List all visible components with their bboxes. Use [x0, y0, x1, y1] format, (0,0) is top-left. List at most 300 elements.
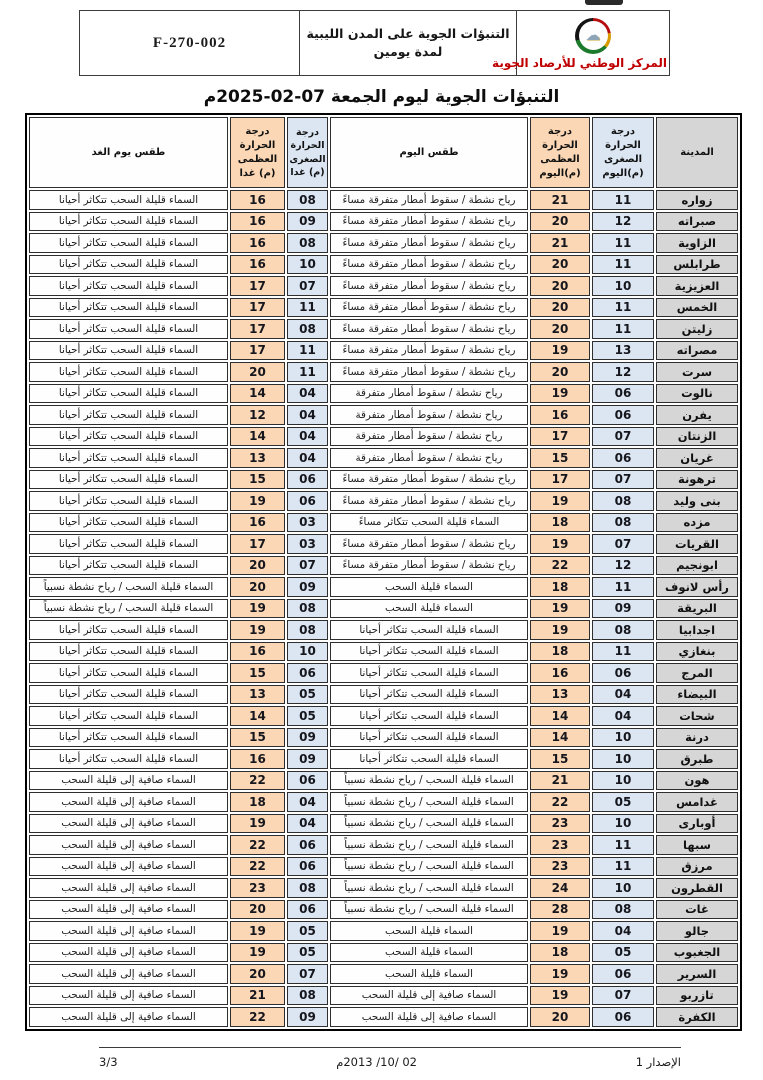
cell-min-today: 11	[592, 857, 654, 877]
cell-min-tomorrow: 05	[287, 685, 328, 705]
cell-min-today: 07	[592, 470, 654, 490]
cell-city: البريقة	[656, 599, 738, 619]
cell-weather-tomorrow: السماء قليلة السحب تتكاثر أحيانا	[29, 642, 228, 662]
form-header	[79, 10, 670, 76]
cell-weather-today: رياح نشطة / سقوط أمطار متفرقة مساءً	[330, 534, 528, 554]
cell-weather-tomorrow: السماء صافية إلى قليلة السحب	[29, 814, 228, 834]
table-row	[29, 534, 738, 554]
cell-min-tomorrow: 10	[287, 642, 328, 662]
cell-max-today: 22	[530, 792, 590, 812]
table-row	[29, 319, 738, 339]
cell-weather-tomorrow: السماء قليلة السحب / رياح نشطة نسبياً	[29, 599, 228, 619]
cell-weather-today: السماء قليلة السحب تتكاثر أحيانا	[330, 620, 528, 640]
cell-city: هون	[656, 771, 738, 791]
cell-weather-today: رياح نشطة / سقوط أمطار متفرقة مساءً	[330, 491, 528, 511]
cell-city: زواره	[656, 190, 738, 210]
header-min-tomorrow: درجة الحرارة الصغرى (م) غدا	[287, 117, 328, 188]
cell-max-today: 17	[530, 470, 590, 490]
table-row	[29, 792, 738, 812]
cell-min-today: 10	[592, 749, 654, 769]
cell-max-tomorrow: 21	[230, 986, 285, 1006]
cell-max-tomorrow: 13	[230, 448, 285, 468]
cell-max-tomorrow: 15	[230, 663, 285, 683]
table-row	[29, 943, 738, 963]
cell-min-tomorrow: 06	[287, 771, 328, 791]
cell-city: اجدابيا	[656, 620, 738, 640]
cell-weather-today: رياح نشطة / سقوط أمطار متفرقة	[330, 427, 528, 447]
cell-max-tomorrow: 16	[230, 749, 285, 769]
cell-weather-tomorrow: السماء قليلة السحب تتكاثر أحيانا	[29, 362, 228, 382]
table-row	[29, 685, 738, 705]
cell-weather-tomorrow: السماء صافية إلى قليلة السحب	[29, 964, 228, 984]
cell-max-today: 20	[530, 362, 590, 382]
cell-max-tomorrow: 18	[230, 792, 285, 812]
cell-max-today: 14	[530, 728, 590, 748]
cell-weather-tomorrow: السماء قليلة السحب تتكاثر أحيانا	[29, 620, 228, 640]
cell-min-tomorrow: 11	[287, 341, 328, 361]
cell-city: تازربو	[656, 986, 738, 1006]
cell-min-today: 06	[592, 964, 654, 984]
cell-min-tomorrow: 08	[287, 190, 328, 210]
forecast-table	[25, 113, 742, 1031]
cell-city: بنغازي	[656, 642, 738, 662]
table-row	[29, 814, 738, 834]
cell-weather-today: السماء قليلة السحب	[330, 964, 528, 984]
cell-min-today: 06	[592, 384, 654, 404]
cell-weather-today: رياح نشطة / سقوط أمطار متفرقة مساءً	[330, 255, 528, 275]
cell-min-today: 04	[592, 706, 654, 726]
cell-max-today: 19	[530, 964, 590, 984]
cell-city: الجغبوب	[656, 943, 738, 963]
cell-min-tomorrow: 09	[287, 212, 328, 232]
cell-max-today: 21	[530, 190, 590, 210]
cell-weather-tomorrow: السماء قليلة السحب تتكاثر أحيانا	[29, 534, 228, 554]
cell-max-tomorrow: 15	[230, 728, 285, 748]
cell-max-today: 23	[530, 857, 590, 877]
cell-weather-today: السماء قليلة السحب / رياح نشطة نسبياً	[330, 835, 528, 855]
cell-min-today: 06	[592, 448, 654, 468]
cell-weather-today: السماء قليلة السحب	[330, 921, 528, 941]
table-row	[29, 663, 738, 683]
cell-min-tomorrow: 06	[287, 491, 328, 511]
cell-max-today: 20	[530, 276, 590, 296]
cell-min-tomorrow: 08	[287, 878, 328, 898]
cell-max-today: 24	[530, 878, 590, 898]
cell-min-tomorrow: 08	[287, 620, 328, 640]
cell-weather-tomorrow: السماء قليلة السحب تتكاثر أحيانا	[29, 513, 228, 533]
header-max-tomorrow: درجة الحرارة العظمى (م) غدا	[230, 117, 285, 188]
cell-city: درنة	[656, 728, 738, 748]
cell-max-today: 14	[530, 706, 590, 726]
cell-max-tomorrow: 16	[230, 642, 285, 662]
cell-min-today: 11	[592, 190, 654, 210]
cell-weather-today: السماء قليلة السحب تتكاثر أحيانا	[330, 642, 528, 662]
cell-weather-tomorrow: السماء صافية إلى قليلة السحب	[29, 921, 228, 941]
header-weather-today: طقس اليوم	[330, 117, 528, 188]
cell-weather-today: السماء صافية إلى قليلة السحب	[330, 986, 528, 1006]
cell-min-tomorrow: 04	[287, 814, 328, 834]
cell-min-tomorrow: 08	[287, 599, 328, 619]
cell-min-tomorrow: 07	[287, 276, 328, 296]
cell-min-tomorrow: 08	[287, 233, 328, 253]
cell-weather-tomorrow: السماء قليلة السحب تتكاثر أحيانا	[29, 212, 228, 232]
cell-max-today: 20	[530, 298, 590, 318]
cell-weather-today: رياح نشطة / سقوط أمطار متفرقة	[330, 384, 528, 404]
cell-min-today: 13	[592, 341, 654, 361]
cell-weather-tomorrow: السماء قليلة السحب تتكاثر أحيانا	[29, 190, 228, 210]
cell-max-tomorrow: 17	[230, 341, 285, 361]
cell-min-tomorrow: 06	[287, 857, 328, 877]
cell-weather-tomorrow: السماء صافية إلى قليلة السحب	[29, 771, 228, 791]
cell-weather-today: السماء قليلة السحب / رياح نشطة نسبياً	[330, 857, 528, 877]
cell-weather-today: السماء صافية إلى قليلة السحب	[330, 1007, 528, 1027]
cell-min-today: 04	[592, 685, 654, 705]
cell-max-tomorrow: 19	[230, 814, 285, 834]
cell-city: ترهونة	[656, 470, 738, 490]
cell-min-today: 08	[592, 620, 654, 640]
cell-max-today: 18	[530, 513, 590, 533]
cell-city: طرابلس	[656, 255, 738, 275]
table-row	[29, 706, 738, 726]
cell-min-tomorrow: 04	[287, 427, 328, 447]
cell-max-tomorrow: 16	[230, 513, 285, 533]
cell-weather-today: السماء قليلة السحب / رياح نشطة نسبياً	[330, 900, 528, 920]
cell-min-today: 07	[592, 427, 654, 447]
forecast-header-row	[29, 117, 738, 188]
cell-max-today: 15	[530, 448, 590, 468]
cell-weather-today: رياح نشطة / سقوط أمطار متفرقة مساءً	[330, 298, 528, 318]
cell-city: سرت	[656, 362, 738, 382]
cell-max-tomorrow: 17	[230, 298, 285, 318]
cell-city: القريات	[656, 534, 738, 554]
cell-min-tomorrow: 11	[287, 362, 328, 382]
table-row	[29, 771, 738, 791]
table-row	[29, 362, 738, 382]
table-row	[29, 921, 738, 941]
table-row	[29, 857, 738, 877]
cell-weather-tomorrow: السماء قليلة السحب تتكاثر أحيانا	[29, 491, 228, 511]
cell-min-tomorrow: 03	[287, 534, 328, 554]
cell-min-tomorrow: 04	[287, 405, 328, 425]
cell-max-today: 20	[530, 212, 590, 232]
table-row	[29, 255, 738, 275]
header-city: المدينة	[656, 117, 738, 188]
cell-weather-today: السماء قليلة السحب	[330, 943, 528, 963]
cell-max-today: 18	[530, 642, 590, 662]
table-row	[29, 620, 738, 640]
header-max-today: درجة الحرارة العظمى (م)اليوم	[530, 117, 590, 188]
cell-city: نالوت	[656, 384, 738, 404]
cell-weather-today: السماء قليلة السحب	[330, 577, 528, 597]
org-cell	[492, 11, 670, 76]
cell-max-today: 19	[530, 384, 590, 404]
cell-weather-tomorrow: السماء قليلة السحب تتكاثر أحيانا	[29, 728, 228, 748]
cell-city: المرج	[656, 663, 738, 683]
cell-max-today: 19	[530, 620, 590, 640]
cell-weather-today: رياح نشطة / سقوط أمطار متفرقة مساءً	[330, 233, 528, 253]
table-row	[29, 190, 738, 210]
table-row	[29, 298, 738, 318]
cell-city: ابونجيم	[656, 556, 738, 576]
cell-weather-tomorrow: السماء صافية إلى قليلة السحب	[29, 900, 228, 920]
cell-min-today: 12	[592, 556, 654, 576]
cell-max-tomorrow: 16	[230, 190, 285, 210]
cloud-icon: ☁	[585, 26, 601, 44]
cell-max-today: 21	[530, 233, 590, 253]
cell-min-today: 11	[592, 642, 654, 662]
table-row	[29, 986, 738, 1006]
page-footer	[99, 1047, 681, 1069]
table-row	[29, 728, 738, 748]
cell-min-today: 06	[592, 663, 654, 683]
cell-min-today: 10	[592, 814, 654, 834]
cell-city: زليتن	[656, 319, 738, 339]
cell-city: البيضاء	[656, 685, 738, 705]
cell-weather-tomorrow: السماء صافية إلى قليلة السحب	[29, 792, 228, 812]
cell-min-tomorrow: 04	[287, 448, 328, 468]
header-min-today: درجة الحرارة الصغرى (م)اليوم	[592, 117, 654, 188]
cell-min-today: 06	[592, 405, 654, 425]
table-row	[29, 470, 738, 490]
cell-min-tomorrow: 06	[287, 470, 328, 490]
table-row	[29, 427, 738, 447]
cell-weather-tomorrow: السماء قليلة السحب تتكاثر أحيانا	[29, 448, 228, 468]
cell-weather-tomorrow: السماء قليلة السحب تتكاثر أحيانا	[29, 663, 228, 683]
header-weather-tomorrow: طقس يوم الغد	[29, 117, 228, 188]
table-row	[29, 513, 738, 533]
cell-max-tomorrow: 15	[230, 470, 285, 490]
cell-weather-tomorrow: السماء صافية إلى قليلة السحب	[29, 878, 228, 898]
cell-min-today: 07	[592, 534, 654, 554]
cell-min-tomorrow: 08	[287, 986, 328, 1006]
cell-min-tomorrow: 08	[287, 319, 328, 339]
cell-max-today: 15	[530, 749, 590, 769]
cell-max-today: 13	[530, 685, 590, 705]
cell-max-tomorrow: 17	[230, 534, 285, 554]
cell-min-today: 12	[592, 212, 654, 232]
cell-min-tomorrow: 07	[287, 556, 328, 576]
cell-max-tomorrow: 17	[230, 276, 285, 296]
cell-max-today: 28	[530, 900, 590, 920]
table-row	[29, 577, 738, 597]
footer-date: 02 /10/ 2013م	[336, 1054, 417, 1069]
cell-max-tomorrow: 22	[230, 835, 285, 855]
footer-version: الإصدار 1	[635, 1054, 681, 1069]
cell-min-tomorrow: 06	[287, 663, 328, 683]
cell-weather-today: رياح نشطة / سقوط أمطار متفرقة مساءً	[330, 556, 528, 576]
table-row	[29, 384, 738, 404]
cell-max-tomorrow: 16	[230, 255, 285, 275]
cell-city: جالو	[656, 921, 738, 941]
cell-max-tomorrow: 20	[230, 556, 285, 576]
cell-max-tomorrow: 16	[230, 233, 285, 253]
cell-min-today: 05	[592, 792, 654, 812]
table-row	[29, 835, 738, 855]
cell-weather-tomorrow: السماء قليلة السحب تتكاثر أحيانا	[29, 276, 228, 296]
cell-weather-today: السماء قليلة السحب تتكاثر أحيانا	[330, 749, 528, 769]
cell-min-today: 08	[592, 900, 654, 920]
cell-weather-tomorrow: السماء قليلة السحب تتكاثر أحيانا	[29, 384, 228, 404]
cell-weather-today: رياح نشطة / سقوط أمطار متفرقة مساءً	[330, 341, 528, 361]
cell-max-tomorrow: 17	[230, 319, 285, 339]
org-logo-icon	[575, 18, 611, 54]
cell-city: غريان	[656, 448, 738, 468]
cell-min-tomorrow: 11	[287, 298, 328, 318]
org-logo-inner	[579, 21, 608, 50]
cell-weather-today: السماء قليلة السحب / رياح نشطة نسبياً	[330, 878, 528, 898]
cell-weather-today: السماء قليلة السحب تتكاثر مساءً	[330, 513, 528, 533]
cell-min-today: 06	[592, 1007, 654, 1027]
cell-min-today: 11	[592, 319, 654, 339]
form-title-line1: التنبؤات الجوية على المدن الليبية	[306, 25, 510, 41]
cell-weather-today: رياح نشطة / سقوط أمطار متفرقة	[330, 448, 528, 468]
cell-weather-tomorrow: السماء قليلة السحب تتكاثر أحيانا	[29, 685, 228, 705]
cell-city: غدامس	[656, 792, 738, 812]
table-row	[29, 749, 738, 769]
cell-city: يفرن	[656, 405, 738, 425]
cell-weather-today: رياح نشطة / سقوط أمطار متفرقة مساءً	[330, 362, 528, 382]
cell-weather-today: السماء قليلة السحب / رياح نشطة نسبياً	[330, 771, 528, 791]
table-row	[29, 233, 738, 253]
cell-weather-tomorrow: السماء قليلة السحب تتكاثر أحيانا	[29, 405, 228, 425]
cell-weather-tomorrow: السماء قليلة السحب تتكاثر أحيانا	[29, 233, 228, 253]
cell-max-today: 22	[530, 556, 590, 576]
cell-city: الزنتان	[656, 427, 738, 447]
cell-city: الخمس	[656, 298, 738, 318]
cell-max-today: 23	[530, 835, 590, 855]
cell-max-today: 20	[530, 1007, 590, 1027]
cell-max-tomorrow: 19	[230, 491, 285, 511]
cell-weather-tomorrow: السماء قليلة السحب تتكاثر أحيانا	[29, 319, 228, 339]
scan-artifact	[585, 0, 623, 5]
cell-max-today: 19	[530, 986, 590, 1006]
cell-city: أوبارى	[656, 814, 738, 834]
cell-weather-tomorrow: السماء قليلة السحب تتكاثر أحيانا	[29, 427, 228, 447]
cell-weather-tomorrow: السماء قليلة السحب تتكاثر أحيانا	[29, 255, 228, 275]
table-row	[29, 212, 738, 232]
cell-weather-tomorrow: السماء قليلة السحب تتكاثر أحيانا	[29, 298, 228, 318]
cell-weather-today: رياح نشطة / سقوط أمطار متفرقة مساءً	[330, 212, 528, 232]
cell-max-tomorrow: 22	[230, 771, 285, 791]
cell-weather-tomorrow: السماء صافية إلى قليلة السحب	[29, 1007, 228, 1027]
cell-min-today: 10	[592, 771, 654, 791]
cell-min-today: 05	[592, 943, 654, 963]
cell-min-today: 04	[592, 921, 654, 941]
cell-min-tomorrow: 10	[287, 255, 328, 275]
cell-min-tomorrow: 04	[287, 792, 328, 812]
cell-max-tomorrow: 20	[230, 577, 285, 597]
cell-min-today: 11	[592, 298, 654, 318]
cell-min-tomorrow: 04	[287, 384, 328, 404]
cell-min-tomorrow: 03	[287, 513, 328, 533]
table-row	[29, 448, 738, 468]
cell-max-today: 17	[530, 427, 590, 447]
cell-weather-today: رياح نشطة / سقوط أمطار متفرقة مساءً	[330, 276, 528, 296]
cell-max-tomorrow: 20	[230, 964, 285, 984]
cell-max-tomorrow: 14	[230, 706, 285, 726]
cell-weather-today: السماء قليلة السحب تتكاثر أحيانا	[330, 728, 528, 748]
cell-city: شحات	[656, 706, 738, 726]
cell-weather-today: رياح نشطة / سقوط أمطار متفرقة مساءً	[330, 319, 528, 339]
cell-weather-tomorrow: السماء قليلة السحب تتكاثر أحيانا	[29, 706, 228, 726]
cell-min-today: 07	[592, 986, 654, 1006]
cell-min-today: 08	[592, 513, 654, 533]
cell-min-today: 10	[592, 878, 654, 898]
cell-weather-tomorrow: السماء صافية إلى قليلة السحب	[29, 835, 228, 855]
table-row	[29, 341, 738, 361]
cell-weather-tomorrow: السماء قليلة السحب تتكاثر أحيانا	[29, 556, 228, 576]
cell-weather-today: السماء قليلة السحب تتكاثر أحيانا	[330, 706, 528, 726]
cell-city: مزده	[656, 513, 738, 533]
cell-max-tomorrow: 13	[230, 685, 285, 705]
cell-max-today: 19	[530, 599, 590, 619]
cell-max-today: 23	[530, 814, 590, 834]
table-row	[29, 405, 738, 425]
cell-max-tomorrow: 14	[230, 427, 285, 447]
cell-max-tomorrow: 14	[230, 384, 285, 404]
cell-city: بنى وليد	[656, 491, 738, 511]
cell-city: صبراته	[656, 212, 738, 232]
cell-weather-tomorrow: السماء قليلة السحب / رياح نشطة نسبياً	[29, 577, 228, 597]
table-row	[29, 642, 738, 662]
cell-min-today: 12	[592, 362, 654, 382]
cell-min-tomorrow: 09	[287, 749, 328, 769]
table-row	[29, 599, 738, 619]
cell-min-tomorrow: 06	[287, 835, 328, 855]
cell-city: الكفرة	[656, 1007, 738, 1027]
cell-max-today: 19	[530, 921, 590, 941]
cell-max-tomorrow: 23	[230, 878, 285, 898]
cell-weather-today: رياح نشطة / سقوط أمطار متفرقة مساءً	[330, 190, 528, 210]
table-row	[29, 964, 738, 984]
cell-weather-tomorrow: السماء صافية إلى قليلة السحب	[29, 857, 228, 877]
cell-weather-today: السماء قليلة السحب / رياح نشطة نسبياً	[330, 792, 528, 812]
form-code: F-270-002	[80, 11, 300, 76]
form-title-cell	[300, 11, 517, 76]
cell-min-today: 08	[592, 491, 654, 511]
cell-city: الزاوية	[656, 233, 738, 253]
cell-min-tomorrow: 09	[287, 1007, 328, 1027]
cell-weather-today: السماء قليلة السحب تتكاثر أحيانا	[330, 685, 528, 705]
cell-max-tomorrow: 16	[230, 212, 285, 232]
cell-min-today: 11	[592, 255, 654, 275]
cell-max-tomorrow: 20	[230, 900, 285, 920]
cell-max-tomorrow: 20	[230, 362, 285, 382]
cell-min-today: 11	[592, 233, 654, 253]
org-name: المركز الوطني للأرصاد الجوية	[492, 55, 667, 70]
cell-max-today: 18	[530, 943, 590, 963]
cell-min-tomorrow: 07	[287, 964, 328, 984]
cell-max-today: 20	[530, 319, 590, 339]
cell-city: السرير	[656, 964, 738, 984]
cell-weather-tomorrow: السماء قليلة السحب تتكاثر أحيانا	[29, 341, 228, 361]
footer-page-number: 3/3	[99, 1054, 118, 1069]
cell-max-tomorrow: 19	[230, 943, 285, 963]
cell-max-tomorrow: 12	[230, 405, 285, 425]
cell-min-tomorrow: 05	[287, 706, 328, 726]
cell-max-tomorrow: 19	[230, 599, 285, 619]
cell-max-tomorrow: 19	[230, 620, 285, 640]
cell-min-tomorrow: 09	[287, 577, 328, 597]
cell-min-today: 11	[592, 577, 654, 597]
cell-min-today: 11	[592, 835, 654, 855]
table-row	[29, 556, 738, 576]
table-row	[29, 1007, 738, 1027]
table-row	[29, 276, 738, 296]
cell-max-tomorrow: 22	[230, 857, 285, 877]
cell-max-today: 19	[530, 491, 590, 511]
table-row	[29, 878, 738, 898]
